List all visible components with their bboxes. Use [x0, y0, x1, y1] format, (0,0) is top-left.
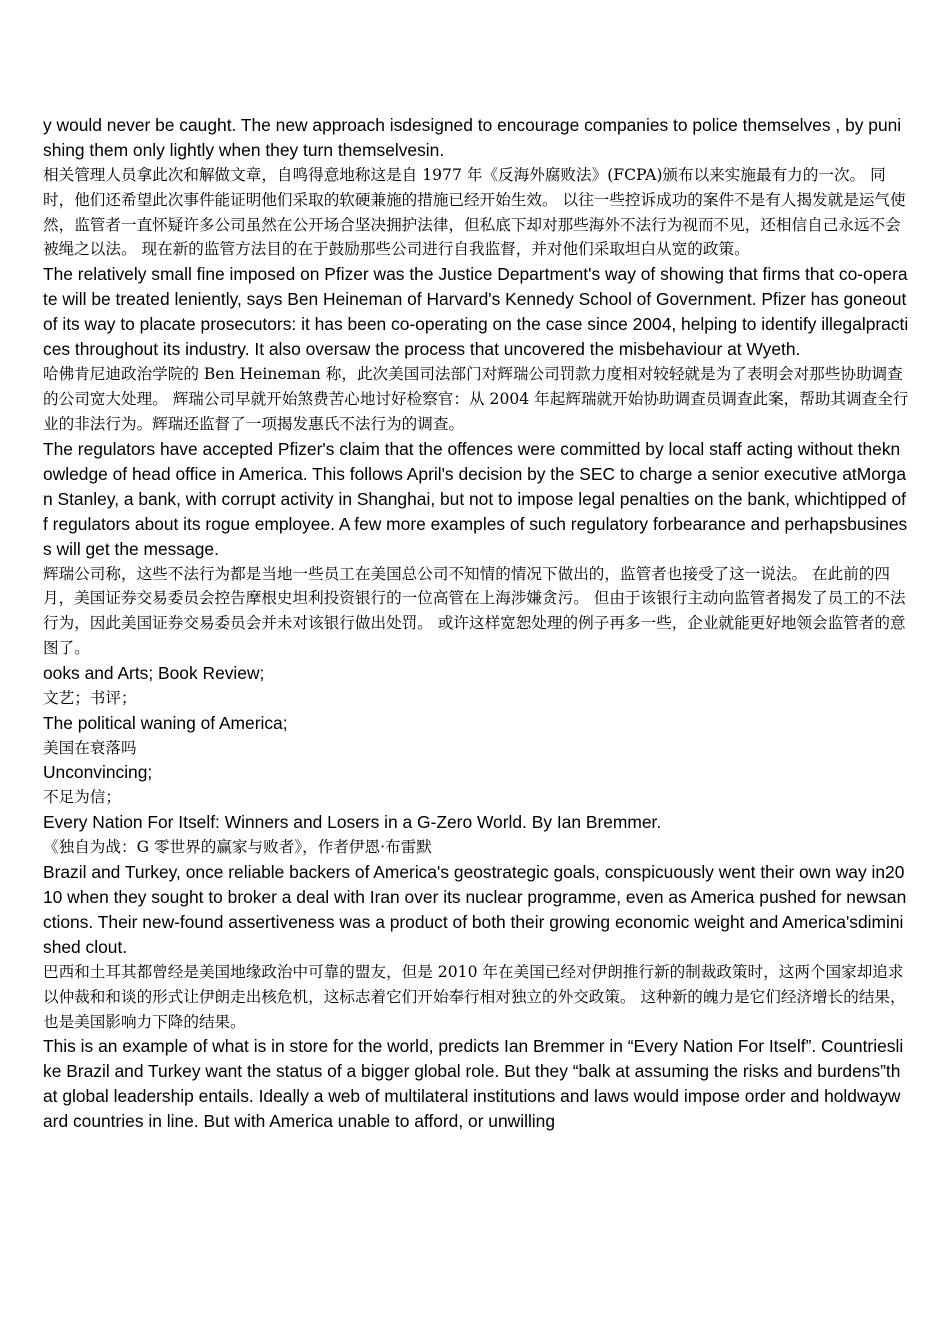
paragraph-en-3: The regulators have accepted Pfizer's claim that the offences were committed by local staff acting without theknowledge of head office in America. This follows April's decision by the SEC to charge a senior executive atMorgan Stanley, a bank, with corrupt activity in Shanghai, but not to impose legal penalties on the bank, whichtipped off regulators about its rogue employee. A few more examples of such regulatory forbearance and perhapsbusiness will get the message. [43, 438, 908, 559]
subheadline-zh: 不足为信； [43, 788, 121, 807]
paragraph-en-5: This is an example of what is in store for the world, predicts Ian Bremmer in “Every Nation For Itself”. Countrieslike Brazil and Turkey want the status of a bigger global role. But they “balk at assuming the risks and burdens”that global leadership entails. Ideally a web of multilateral institutions and laws would impose order and holdwayward countries in line. But with America unable to afford, or unwilling [43, 1036, 904, 1132]
book-title-zh: 《独自为战：G 零世界的赢家与败者》，作者伊恩·布雷默 [43, 838, 432, 857]
headline-en: The political waning of America; [43, 712, 288, 733]
paragraph-zh-2: 哈佛肯尼迪政治学院的 Ben Heineman 称，此次美国司法部门对辉瑞公司罚款力度相对较轻就是为了表明会对那些协助调查的公司宽大处理。 辉瑞公司早就开始煞费苦心地讨好检察官：从 2004 年起辉瑞就开始协助调查员调查此案，帮助其调查全行业的非法行为。辉瑞还监督了一项揭发惠氏不法行为的调查。 [43, 365, 909, 433]
paragraph-en-4: Brazil and Turkey, once reliable backers of America's geostrategic goals, conspicuously went their own way in2010 when they sought to broker a deal with Iran over its nuclear programme, even as America pushed for newsanctions. Their new-found assertiveness was a product of both their growing economic weight and America'sdiminished clout. [43, 861, 907, 957]
headline-zh: 美国在衰落吗 [43, 738, 137, 757]
book-title-en: Every Nation For Itself: Winners and Losers in a G-Zero World. By Ian Bremmer. [43, 812, 662, 833]
subheadline-en: Unconvincing; [43, 762, 153, 783]
section-label-en: ooks and Arts; Book Review; [43, 662, 265, 683]
document-page [43, 113, 909, 1134]
paragraph-en-1: y would never be caught. The new approach isdesigned to encourage companies to police themselves , by punishing them only lightly when they turn themselvesin. [43, 115, 902, 160]
paragraph-zh-1: 相关管理人员拿此次和解做文章，自鸣得意地称这是自 1977 年《反海外腐败法》(FCPA)颁布以来实施最有力的一次。 同时，他们还希望此次事件能证明他们采取的软硬兼施的措施已经开始生效。 以往一些控诉成功的案件不是有人揭发就是运气使然，监管者一直怀疑许多公司虽然在公开场合坚决拥护法律，但私底下却对那些海外不法行为视而不见，还相信自己永远不会被绳之以法。 现在新的监管方法目的在于鼓励那些公司进行自我监督，并对他们采取坦白从宽的政策。 [43, 166, 906, 259]
paragraph-zh-4: 巴西和土耳其都曾经是美国地缘政治中可靠的盟友，但是 2010 年在美国已经对伊朗推行新的制裁政策时，这两个国家却追求以仲裁和和谈的形式让伊朗走出核危机，这标志着它们开始奉行相对独立的外交政策。 这种新的魄力是它们经济增长的结果，也是美国影响力下降的结果。 [43, 962, 906, 1031]
section-label-zh: 文艺；书评； [43, 688, 137, 707]
paragraph-en-2: The relatively small fine imposed on Pfizer was the Justice Department's way of showing that firms that co-operate will be treated leniently, says Ben Heineman of Harvard's Kennedy School of Government. Pfizer has goneout of its way to placate prosecutors: it has been co-operating on the case since 2004, helping to identify illegalpractices throughout its industry. It also oversaw the process that uncovered the misbehaviour at Wyeth. [43, 264, 909, 360]
paragraph-zh-3: 辉瑞公司称，这些不法行为都是当地一些员工在美国总公司不知情的情况下做出的，监管者也接受了这一说法。 在此前的四月，美国证券交易委员会控告摩根史坦利投资银行的一位高管在上海涉嫌贪污。 但由于该银行主动向监管者揭发了员工的不法行为，因此美国证券交易委员会并未对该银行做出处罚。 或许这样宽恕处理的例子再多一些，企业就能更好地领会监管者的意图了。 [43, 564, 906, 657]
